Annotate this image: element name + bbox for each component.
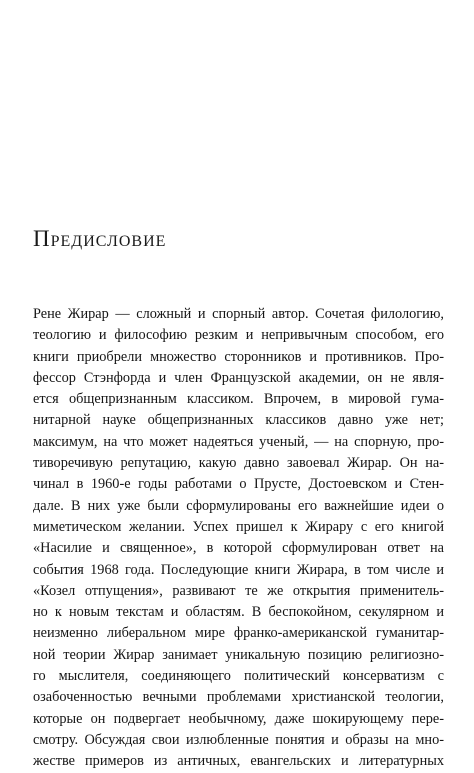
text-line: «Насилие и священное», в которой сформулирован ответ на [33, 540, 444, 557]
text-line: тиворечивую репутацию, какую давно завоевал Жирар. Он на- [33, 455, 444, 472]
text-line: максимум, на что может надеяться ученый, — на спорную, про- [33, 433, 444, 450]
text-line: «Козел отпущения», развивают те же открытия применитель- [33, 582, 444, 599]
text-line: книги приобрели множество сторонников и противников. Про- [33, 348, 444, 365]
text-line: нитарной науке общепризнанных классиков давно уже нет; [33, 412, 444, 429]
text-line: события 1968 года. Последующие книги Жирара, в том числе и [33, 561, 444, 578]
text-line: смотру. Обсуждая свои излюбленные понятия и образы на мно- [33, 731, 444, 748]
body-paragraph [33, 304, 444, 773]
text-line: неизменно либеральном мире франко-американской гуманитар- [33, 625, 444, 642]
text-line: фессор Стэнфорда и член Французской академии, он не явля- [33, 369, 444, 386]
text-line: озабоченностью вечными проблемами христианской теологии, [33, 689, 444, 706]
text-line: которые он подвергает необычному, даже шокирующему пере- [33, 710, 444, 727]
chapter-heading: Предисловие [33, 226, 167, 251]
text-line: но к новым текстам и областям. В беспокойном, секулярном и [33, 604, 444, 621]
text-line: ной теории Жирар занимает уникальную позицию религиозно- [33, 646, 444, 663]
text-line: жестве примеров из античных, евангельских и литературных [33, 753, 444, 770]
text-line: миметическом желании. Успех пришел к Жирару с его книгой [33, 518, 444, 535]
text-line: ется общепризнанным классиком. Впрочем, в мировой гума- [33, 391, 444, 408]
text-line: теологию и философию резким и непривычным способом, его [33, 327, 444, 344]
text-line: чинал в 1960-е годы работами о Прусте, Достоевском и Стен- [33, 476, 444, 493]
text-line: го мыслителя, соединяющего политический консерватизм с [33, 668, 444, 685]
text-line: Рене Жирар — сложный и спорный автор. Сочетая филологию, [33, 306, 444, 322]
text-line: дале. В них уже были сформулированы его важнейшие идеи о [33, 497, 444, 514]
